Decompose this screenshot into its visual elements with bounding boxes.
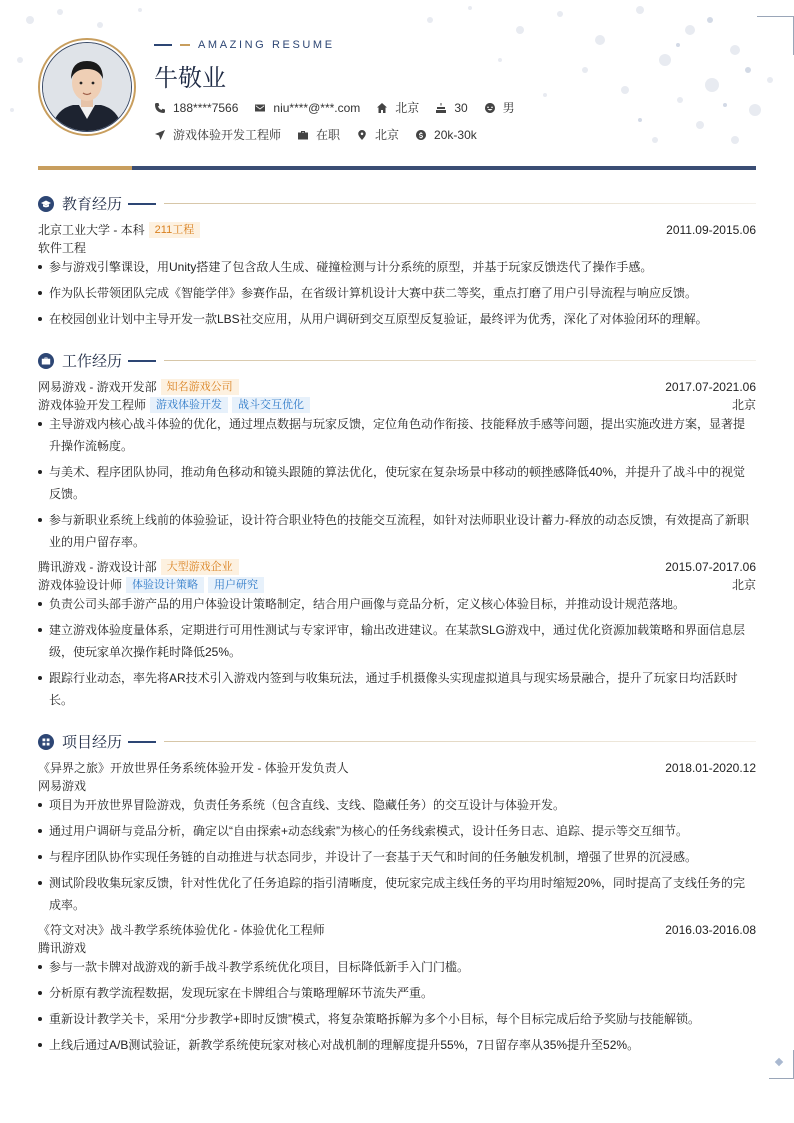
face-icon	[484, 102, 496, 114]
company-name: 腾讯游戏 - 游戏设计部	[38, 560, 157, 574]
list-item: 测试阶段收集玩家反馈，针对性优化了任务追踪的指引清晰度，使玩家完成主线任务的平均用时缩短20%，同时提高了支线任务的完成率。	[38, 872, 756, 916]
list-item: 参与游戏引擎课设，用Unity搭建了包含敌人生成、碰撞检测与计分系统的原型，并基于玩家反馈迭代了操作手感。	[38, 256, 756, 278]
role-tag: 用户研究	[208, 577, 264, 593]
job-bullets	[38, 413, 756, 557]
job-bullets	[38, 593, 756, 715]
project-name: 《符文对决》战斗教学系统体验优化 - 体验优化工程师	[38, 923, 325, 937]
section-title: 工作经历	[62, 353, 123, 370]
list-item: 参与一款卡牌对战游戏的新手战斗教学系统优化项目，目标降低新手入门门槛。	[38, 956, 756, 978]
list-item: 作为队长带领团队完成《智能学伴》参赛作品，在省级计算机设计大赛中获二等奖，重点打磨了用户引导流程与响应反馈。	[38, 282, 756, 304]
job-entry-header	[38, 558, 756, 575]
company-name: 网易游戏 - 游戏开发部	[38, 380, 157, 394]
school-tag: 211工程	[149, 222, 201, 238]
list-item: 与美术、程序团队协同，推动角色移动和镜头跟随的算法优化，使玩家在复杂场景中移动的顿挫感降低40%，并提升了战斗中的视觉反馈。	[38, 461, 756, 505]
briefcase-icon	[41, 356, 51, 366]
resume-tagline	[154, 39, 335, 51]
corner-ornament-top	[757, 16, 794, 55]
contact-info-row	[154, 99, 531, 116]
phone-icon	[154, 102, 166, 114]
salary-text: 20k-30k	[434, 127, 477, 142]
list-item: 建立游戏体验度量体系，定期进行可用性测试与专家评审，输出改进建议。在某款SLG游戏中，通过优化资源加载策略和界面信息层级，使玩家单次操作耗时降低25%。	[38, 619, 756, 663]
company-tag: 知名游戏公司	[161, 379, 239, 395]
age-text: 30	[454, 100, 468, 115]
education-period: 2011.09-2015.06	[666, 222, 756, 237]
project-bullets	[38, 794, 756, 920]
list-item: 上线后通过A/B测试验证，新教学系统使玩家对核心对战机制的理解度提升55%，7日留存率从35%提升至52%。	[38, 1034, 756, 1056]
job-info-row	[154, 126, 493, 143]
email-text: niu****@***.com	[273, 100, 361, 115]
home-info	[376, 99, 419, 116]
salary-info	[415, 128, 477, 142]
corner-ornament-bottom	[769, 1050, 794, 1079]
grid-icon	[41, 737, 51, 747]
major: 软件工程	[38, 241, 87, 255]
project-name: 《异界之旅》开放世界任务系统体验开发 - 体验开发负责人	[38, 761, 349, 775]
phone-text: 188****7566	[173, 100, 239, 115]
portrait-photo	[43, 43, 131, 131]
home-icon	[376, 102, 388, 114]
education-entry-header	[38, 221, 756, 238]
project-section-header	[38, 731, 756, 752]
work-section-header	[38, 350, 756, 371]
project-org: 腾讯游戏	[38, 941, 87, 955]
job-role: 游戏体验开发工程师	[38, 398, 147, 412]
job-role-row	[38, 396, 756, 413]
avatar	[38, 38, 136, 136]
candidate-name: 牛敬业	[154, 65, 226, 92]
list-item: 通过用户调研与竞品分析，确定以“自由探索+动态线索”为核心的任务线索模式，设计任务日志、追踪、提示等交互细节。	[38, 820, 756, 842]
home-text: 北京	[395, 101, 420, 115]
project-entry-header	[38, 759, 756, 776]
role-tag: 体验设计策略	[126, 577, 204, 593]
job-period: 2015.07-2017.06	[665, 559, 756, 574]
role-tag: 战斗交互优化	[232, 397, 310, 413]
gender-info	[484, 99, 515, 116]
education-section-header	[38, 193, 756, 214]
role-tag: 游戏体验开发	[150, 397, 228, 413]
list-item: 跟踪行业动态，率先将AR技术引入游戏内签到与收集玩法，通过手机摄像头实现虚拟道具与现实场景融合，提升了玩家日均活跃时长。	[38, 667, 756, 711]
age-info	[435, 101, 467, 115]
job-city: 北京	[731, 578, 756, 592]
list-item: 负责公司头部手游产品的用户体验设计策略制定，结合用户画像与竞品分析，定义核心体验目标，并推动设计规范落地。	[38, 593, 756, 615]
status-info	[297, 126, 340, 143]
list-item: 重新设计教学关卡，采用“分步教学+即时反馈”模式，将复杂策略拆解为多个小目标，每个目标完成后给予奖励与技能解锁。	[38, 1008, 756, 1030]
project-org-row	[38, 939, 756, 956]
phone-info	[154, 101, 238, 115]
job-role: 游戏体验设计师	[38, 578, 123, 592]
list-item: 项目为开放世界冒险游戏，负责任务系统（包含直线、支线、隐藏任务）的交互设计与体验开发。	[38, 794, 756, 816]
job-city: 北京	[731, 398, 756, 412]
job-entry-header	[38, 378, 756, 395]
target-position-text: 游戏体验开发工程师	[173, 128, 282, 142]
location-pin-icon	[356, 129, 368, 141]
header-divider-bar	[38, 166, 756, 170]
tagline-text: AMAZING RESUME	[198, 39, 335, 51]
list-item: 在校园创业计划中主导开发一款LBS社交应用，从用户调研到交互原型反复验证，最终评为优秀，深化了对体验闭环的理解。	[38, 308, 756, 330]
gender-text: 男	[502, 101, 515, 115]
project-org: 网易游戏	[38, 779, 87, 793]
money-icon	[415, 129, 427, 141]
school-name: 北京工业大学 - 本科	[38, 223, 145, 237]
send-icon	[154, 129, 166, 141]
target-city-info	[356, 126, 399, 143]
mail-icon	[254, 102, 266, 114]
project-bullets	[38, 956, 756, 1060]
email-info	[254, 101, 360, 115]
job-role-row	[38, 576, 756, 593]
section-title: 教育经历	[62, 196, 123, 213]
education-bullets	[38, 256, 756, 334]
project-period: 2018.01-2020.12	[665, 760, 756, 775]
briefcase-icon	[297, 129, 309, 141]
company-tag: 大型游戏企业	[161, 559, 239, 575]
major-row	[38, 239, 756, 256]
project-org-row	[38, 777, 756, 794]
section-title: 项目经历	[62, 734, 123, 751]
list-item: 分析原有教学流程数据，发现玩家在卡牌组合与策略理解环节流失严重。	[38, 982, 756, 1004]
list-item: 主导游戏内核心战斗体验的优化，通过埋点数据与玩家反馈，定位角色动作衔接、技能释放手感等问题，提出实施改进方案，显著提升操作流畅度。	[38, 413, 756, 457]
project-period: 2016.03-2016.08	[665, 922, 756, 937]
cake-icon	[435, 102, 447, 114]
status-text: 在职	[316, 128, 341, 142]
target-position-info	[154, 126, 281, 143]
list-item: 参与新职业系统上线前的体验验证，设计符合职业特色的技能交互流程，如针对法师职业设计蓄力-释放的动态反馈，有效提高了新职业的用户留存率。	[38, 509, 756, 553]
list-item: 与程序团队协作实现任务链的自动推进与状态同步，并设计了一套基于天气和时间的任务触发机制，增强了世界的沉浸感。	[38, 846, 756, 868]
graduation-cap-icon	[41, 199, 51, 209]
target-city-text: 北京	[375, 128, 400, 142]
project-entry-header	[38, 921, 756, 938]
job-period: 2017.07-2021.06	[665, 379, 756, 394]
